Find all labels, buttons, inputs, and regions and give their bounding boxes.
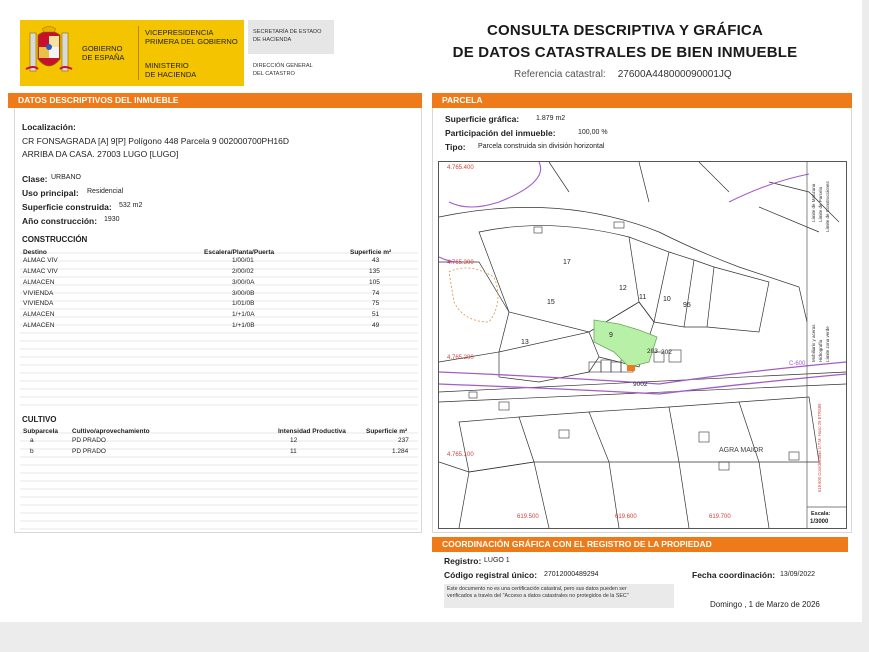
participacion-value: 100,00 % [578, 129, 608, 136]
cultivo-row1-cultivo: PD PRADO [72, 437, 106, 444]
construccion-row1-destino: ALMAC VIV [23, 257, 58, 264]
cultivo-header-subparcela: Subparcela [23, 428, 59, 435]
construccion-row6-destino: ALMACEN [23, 311, 55, 318]
scale-value: 1/3000 [810, 519, 829, 525]
clase-label: Clase: [22, 174, 48, 184]
gov-right-line4: DE HACIENDA [145, 70, 197, 79]
construccion-row7-destino: ALMACEN [23, 322, 55, 329]
disclaimer-line1: Este documento no es una certificación catastral, pero sus datos pueden ser [447, 586, 627, 592]
cultivo-row2-intensidad: 11 [290, 448, 297, 455]
parcel-label-10: 10 [663, 296, 671, 303]
parcel-label-15: 15 [547, 299, 555, 306]
parcel-label-95: 95 [683, 302, 691, 309]
utm-note: 619.600 Coordenadas U.T.M. Huso 29 ETRS89 [817, 403, 822, 492]
cultivo-header-intensidad: Intensidad Productiva [278, 428, 346, 435]
tipo-value: Parcela construida sin división horizontal [478, 143, 605, 150]
scale-label: Escala: [811, 511, 831, 517]
parcel-label-13: 13 [521, 339, 529, 346]
construccion-row1-escalera: 1/00/01 [232, 257, 254, 264]
construccion-row2-superficie: 135 [369, 268, 380, 275]
cultivo-row2-superficie: 1.284 [392, 448, 409, 455]
gov-right-line3: MINISTERIO [145, 61, 189, 70]
construccion-row3-destino: ALMACEN [23, 279, 55, 286]
construccion-row6-superficie: 51 [372, 311, 380, 318]
parcel-label-12: 12 [619, 285, 627, 292]
uso-label: Uso principal: [22, 188, 79, 198]
section-bar-parcela [432, 93, 848, 108]
bar-tail [414, 93, 422, 108]
section-title-parcela: PARCELA [442, 95, 483, 105]
gov-left-line1: GOBIERNO [82, 44, 123, 53]
anio-label: Año construcción: [22, 216, 98, 226]
fecha-label: Fecha coordinación: [692, 570, 776, 580]
disclaimer-note [444, 584, 674, 608]
parcel-label-11: 11 [639, 294, 647, 301]
legend-construcciones: Límite de Construcciones [825, 181, 830, 232]
construccion-header-superficie: Superficie m² [350, 249, 392, 256]
construccion-row5-escalera: 1/01/0B [232, 300, 255, 307]
localizacion-line1: CR FONSAGRADA [A] 9[P] Polígono 448 Parcela 9 002000700PH16D [22, 136, 289, 146]
construccion-row3-escalera: 3/00/0A [232, 279, 255, 286]
section-title-coordinacion: COORDINACIÓN GRÁFICA CON EL REGISTRO DE LA PROPIEDAD [442, 539, 712, 549]
sup-grafica-label: Superficie gráfica: [445, 114, 520, 124]
construccion-row7-superficie: 49 [372, 322, 380, 329]
construccion-row2-escalera: 2/00/02 [232, 268, 254, 275]
codigo-value: 27012000489294 [544, 571, 599, 578]
viewer-background [0, 622, 869, 652]
legend-mobiliario: Mobiliario y aceras [811, 324, 816, 362]
parcel-label-202: 202 [661, 349, 672, 356]
referencia-catastral [514, 69, 732, 80]
construccion-header-escalera: Escalera/Planta/Puerta [204, 249, 275, 256]
dir-line1: DIRECCIÓN GENERAL [253, 63, 313, 69]
codigo-label: Código registral único: [444, 570, 538, 580]
cultivo-row1-subparcela: a [30, 437, 34, 444]
construccion-row2-destino: ALMAC VIV [23, 268, 58, 275]
legend-hidrografia: Hidrografía [818, 339, 823, 362]
gov-left-line2: DE ESPAÑA [82, 53, 125, 62]
coord-y1: 4.765.400 [447, 165, 474, 171]
ref-value: 27600A448000090001JQ [617, 69, 732, 80]
construccion-row4-destino: VIVIENDA [23, 290, 54, 297]
superficie-value: 532 m2 [119, 202, 143, 209]
tipo-label: Tipo: [445, 142, 466, 152]
place-label-agra-maior: AGRA MAIOR [719, 447, 764, 454]
construccion-header-destino: Destino [23, 249, 47, 256]
coord-x2: 619.600 [615, 514, 637, 520]
construccion-title: CONSTRUCCIÓN [22, 235, 88, 244]
construccion-row6-escalera: 1/+1/0A [232, 311, 255, 318]
construccion-row3-superficie: 105 [369, 279, 380, 286]
coord-y3: 4.765.200 [447, 355, 474, 361]
cadastral-map-drawing [439, 162, 846, 528]
legend-manzana: Límite de Manzana [811, 183, 816, 222]
document-title-line1: CONSULTA DESCRIPTIVA Y GRÁFICA [486, 22, 763, 39]
coord-x1: 619.500 [517, 514, 539, 520]
sup-grafica-value: 1.879 m2 [536, 115, 566, 122]
gov-right-line2: PRIMERA DEL GOBIERNO [145, 37, 238, 46]
document-title-line2: DE DATOS CATASTRALES DE BIEN INMUEBLE [452, 44, 798, 61]
anio-value: 1930 [104, 216, 120, 223]
clase-value: URBANO [51, 174, 81, 181]
fecha-value: 13/09/2022 [780, 571, 816, 578]
localizacion-line2: ARRIBA DA CASA. 27003 LUGO [LUGO] [22, 149, 179, 159]
construccion-row4-escalera: 3/00/0B [232, 290, 255, 297]
sec-line1: SECRETARÍA DE ESTADO [253, 29, 322, 35]
sec-line2: DE HACIENDA [253, 37, 292, 43]
construccion-row1-superficie: 43 [372, 257, 380, 264]
registro-label: Registro: [444, 556, 482, 566]
document-date: Domingo , 1 de Marzo de 2026 [710, 600, 820, 609]
cultivo-row2-subparcela: b [30, 448, 34, 455]
construccion-row4-superficie: 74 [372, 290, 380, 297]
localizacion-label: Localización: [22, 122, 76, 132]
construccion-row7-escalera: 1/+1/0B [232, 322, 255, 329]
construccion-row5-superficie: 75 [372, 300, 380, 307]
cultivo-row2-cultivo: PD PRADO [72, 448, 106, 455]
ref-label: Referencia catastral: [514, 69, 606, 80]
registro-value: LUGO 1 [484, 557, 510, 564]
coord-y4: 4.765.100 [447, 452, 474, 458]
coord-y2: 4.765.300 [447, 260, 474, 266]
superficie-label: Superficie construida: [22, 202, 112, 212]
cultivo-title: CULTIVO [22, 415, 57, 424]
cultivo-row1-superficie: 237 [398, 437, 409, 444]
parcel-label-9002: 9002 [633, 381, 648, 388]
uso-value: Residencial [87, 188, 124, 195]
section-title-descriptivos: DATOS DESCRIPTIVOS DEL INMUEBLE [18, 95, 179, 105]
parcel-label-9: 9 [609, 332, 613, 339]
bar-tail [848, 93, 852, 108]
legend-zona-verde: Límite zona verde [825, 326, 830, 362]
dir-line2: DEL CATASTRO [253, 71, 295, 77]
gov-divider [138, 26, 139, 80]
construccion-table-bg [20, 246, 418, 406]
gov-right-line1: VICEPRESIDENCIA [145, 28, 214, 37]
coord-x3: 619.700 [709, 514, 731, 520]
cultivo-row1-intensidad: 12 [290, 437, 298, 444]
construccion-row5-destino: VIVIENDA [23, 300, 54, 307]
section-bar-descriptivos [8, 93, 414, 108]
cultivo-header-cultivo: Cultivo/aprovechamiento [72, 428, 150, 435]
disclaimer-line2: verificados a través del "Acceso a datos catastrales no protegidos de la SEC" [447, 593, 629, 599]
road-label-c600: C-600 [789, 361, 806, 367]
cultivo-header-superficie: Superficie m² [366, 428, 408, 435]
cadastral-map[interactable] [438, 161, 847, 529]
section-bar-coordinacion [432, 537, 848, 552]
coat-of-arms-icon [24, 25, 74, 79]
legend-parcela: Límite de Parcela [818, 186, 823, 222]
parcel-label-203: 203 [647, 348, 658, 355]
participacion-label: Participación del inmueble: [445, 128, 556, 138]
parcel-label-17: 17 [563, 259, 571, 266]
